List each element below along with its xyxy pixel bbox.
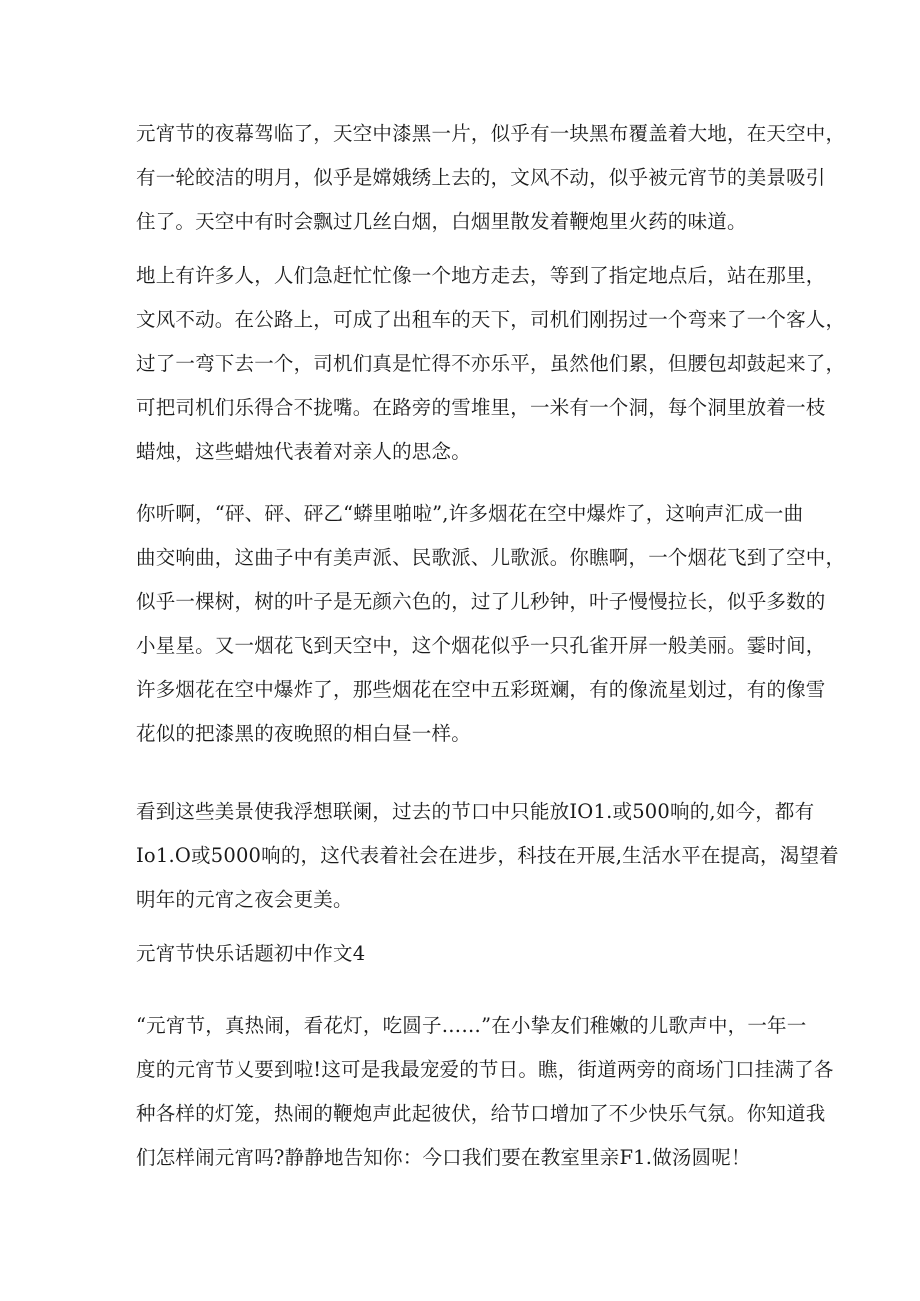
paragraph-3 [136,492,846,756]
paragraph-4 [136,790,839,922]
text-line: 度的元宵节乂要到啦!这可是我最宠爱的节日。瞧，街道两旁的商场门口挂满了各 [136,1058,834,1081]
text-line: 花似的把漆黑的夜晚照的相白昼一样。 [136,722,471,745]
text-line: 小星星。又一烟花飞到天空中，这个烟花似乎一只孔雀开屏一般美丽。霎时间， [136,634,826,657]
text-line: 住了。天空中有时会飘过几丝白烟，白烟里散发着鞭炮里火药的味道。 [136,210,747,233]
paragraph-5 [136,1004,834,1180]
text-line: 元宵节的夜幕驾临了，天空中漆黑一片，似乎有一块黑布覆盖着大地，在天空中， [136,122,846,145]
text-line: 明年的元宵之夜会更美。 [136,888,353,911]
text-line: 蜡烛，这些蜡烛代表着对亲人的思念。 [136,440,471,463]
text-line: 似乎一棵树，树的叶子是无颜六色的，过了儿秒钟，叶子慢慢拉长，似乎多数的 [136,590,826,613]
text-line: 你听啊，“砰、砰、砰乙“蟒里啪啦”,许多烟花在空中爆炸了，这响声汇成一曲 [136,502,804,525]
text-line: 曲交响曲，这曲子中有美声派、民歌派、儿歌派。你瞧啊，一个烟花飞到了空中， [136,546,846,569]
text-line: 可把司机们乐得合不拢嘴。在路旁的雪堆里，一米有一个洞，每个洞里放着一枝 [136,396,826,419]
text-line: 地上有许多人，人们急赶忙忙像一个地方走去，等到了指定地点后，站在那里， [136,264,826,287]
text-line: 们怎样闹元宵吗?静静地告知你：今口我们要在教室里亲F1.做汤圆呢！ [136,1146,751,1169]
text-line: 种各样的灯笼，热闹的鞭炮声此起彼伏，给节口增加了不少快乐气氛。你知道我 [136,1102,826,1125]
text-line: 过了一弯下去一个，司机们真是忙得不亦乐平，虽然他们累，但腰包却鼓起来了， [136,352,846,375]
paragraph-1 [136,112,846,244]
text-line: “元宵节，真热闹，看花灯，吃圆子……”在小挚友们稚嫩的儿歌声中，一年一 [136,1014,807,1037]
paragraph-2 [136,254,846,474]
section-heading [136,932,796,976]
text-line: Io1.O或5000响的，这代表着社会在进步，科技在开展,生活水平在提高，渴望着 [136,844,839,867]
text-line: 文风不动。在公路上，可成了出租车的天下，司机们刚拐过一个弯来了一个客人， [136,308,846,331]
text-line: 看到这些美景使我浮想联阑，过去的节口中只能放IO1.或500响的,如今，都有 [136,800,815,823]
text-line: 许多烟花在空中爆炸了，那些烟花在空中五彩斑斓，有的像流星划过，有的像雪 [136,678,826,701]
heading-line: 元宵节快乐话题初中作文4 [136,942,366,965]
text-line: 有一轮皎洁的明月，似乎是嫦娥绣上去的，文风不动，似乎被元宵节的美景吸引 [136,166,826,189]
